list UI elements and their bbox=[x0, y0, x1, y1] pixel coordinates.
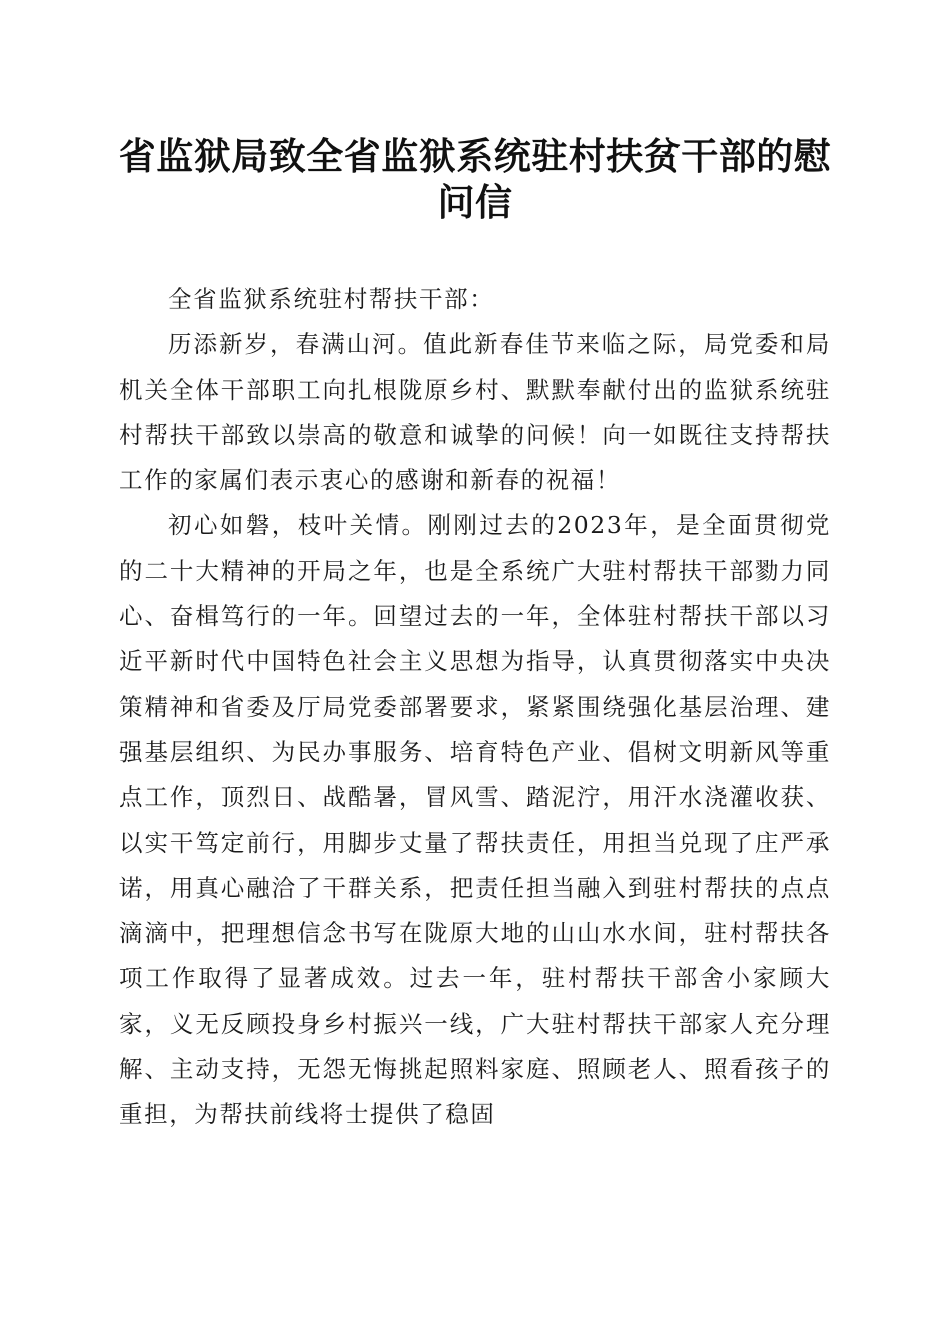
paragraph-new-year-greeting: 历添新岁，春满山河。值此新春佳节来临之际，局党委和局机关全体干部职工向扎根陇原乡村、默默奉献付出的监狱系统驻村帮扶干部致以崇高的敬意和诚挚的问候！向一如既往支持帮扶工作的家属们表示衷心的感谢和新春的祝福！ bbox=[119, 330, 831, 495]
paragraph-work-review: 初心如磐，枝叶关情。刚刚过去的2023年，是全面贯彻党的二十大精神的开局之年，也是全系统广大驻村帮扶干部勠力同心、奋楫笃行的一年。回望过去的一年，全体驻村帮扶干部以习近平新时代中国特色社会主义思想为指导，认真贯彻落实中央决策精神和省委及厅局党委部署要求，紧紧围绕强化基层治理、建强基层组织、为民办事服务、培育特色产业、倡树文明新风等重点工作，顶烈日、战酷暑，冒风雪、踏泥泞，用汗水浇灌收获、以实干笃定前行，用脚步丈量了帮扶责任，用担当兑现了庄严承诺，用真心融洽了干群关系，把责任担当融入到驻村帮扶的点点滴滴中，把理想信念书写在陇原大地的山山水水间，驻村帮扶各项工作取得了显著成效。过去一年，驻村帮扶干部舍小家顾大家，义无反顾投身乡村振兴一线，广大驻村帮扶干部家人充分理解、主动支持，无怨无悔挑起照料家庭、照顾老人、照看孩子的重担，为帮扶前线将士提供了稳固 bbox=[119, 511, 831, 1129]
document-title: 省监狱局致全省监狱系统驻村扶贫干部的慰问信 bbox=[118, 134, 832, 224]
document-body bbox=[119, 277, 831, 1138]
salutation: 全省监狱系统驻村帮扶干部： bbox=[168, 285, 495, 313]
